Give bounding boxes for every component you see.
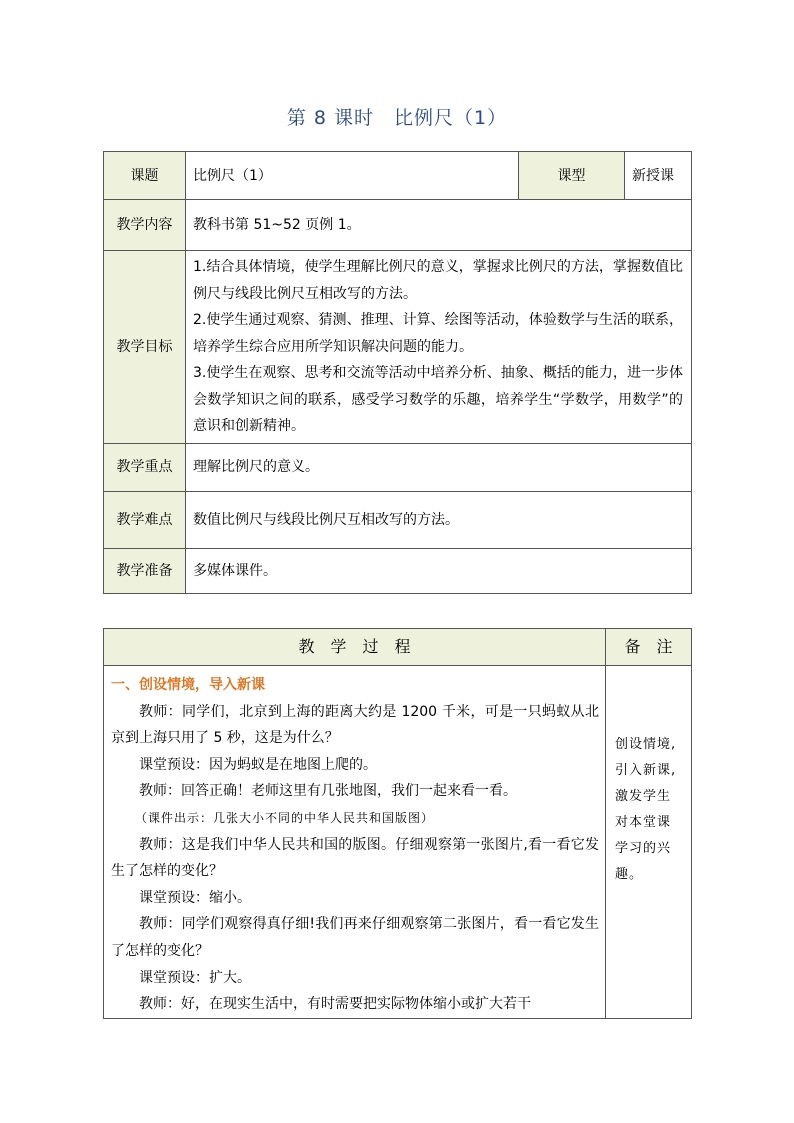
difficulty-row [104,491,692,548]
content-row [104,200,692,251]
process-paragraph: 教师：这是我们中华人民共和国的版图。仔细观察第一张图片,看一看它发生了怎样的变化？ [111,836,599,880]
lesson-title: 第 8 课时 比例尺（1） [286,107,508,129]
note-line: 趣。 [615,867,644,882]
topic-row [104,152,692,200]
key-row [104,443,692,491]
topic-label: 课题 [104,152,186,200]
note-line: 学习的兴 [615,841,672,856]
objectives-label: 教学目标 [104,251,186,444]
content-label: 教学内容 [104,200,186,251]
note-line: 引入新课, [615,763,677,778]
note-line: 创设情境, [615,737,677,752]
process-paragraph: 课堂预设：因为蚂蚁是在地图上爬的。 [139,756,377,773]
prep-label: 教学准备 [104,548,186,593]
teaching-process-table [103,628,692,1019]
process-paragraph: （课件出示：几张大小不同的中华人民共和国版图） [135,810,435,825]
difficulty-label: 教学难点 [104,491,186,548]
objectives-list [186,251,692,444]
difficulty-value: 数值比例尺与线段比例尺互相改写的方法。 [186,491,692,548]
content-value: 教科书第 51~52 页例 1。 [186,200,692,251]
objective-item: 3.使学生在观察、思考和交流等活动中培养分析、抽象、概括的能力，进一步体会数学知识之间的联系，感受学习数学的乐趣，培养学生“学数学，用数学”的意识和创新精神。 [193,365,683,434]
process-header: 教 学 过 程 [104,629,606,666]
topic-value: 比例尺（1） [186,152,519,200]
process-content [104,666,606,1019]
lesson-info-table [103,151,692,594]
process-paragraph: 课堂预设：缩小。 [139,889,251,906]
process-paragraph: 课堂预设：扩大。 [139,969,251,986]
objective-item: 1.结合具体情境，使学生理解比例尺的意义，掌握求比例尺的方法，掌握数值比例尺与线段比例尺互相改写的方法。 [193,259,683,302]
notes-header: 备 注 [606,629,692,666]
objectives-row [104,251,692,444]
process-body-row [104,666,692,1019]
type-label: 课型 [519,152,625,200]
process-paragraph: 教师：好，在现实生活中，有时需要把实际物体缩小或扩大若干 [139,996,531,1013]
prep-row [104,548,692,593]
note-line: 激发学生 [615,789,672,804]
process-paragraph: 教师：同学们，北京到上海的距离大约是 1200 千米，可是一只蚂蚁从北京到上海只用了 5 秒，这是为什么？ [111,703,599,747]
process-paragraph: 教师：同学们观察得真仔细!我们再来仔细观察第二张图片，看一看它发生了怎样的变化？ [111,916,599,959]
type-value: 新授课 [625,152,692,200]
key-value: 理解比例尺的意义。 [186,443,692,491]
objective-item: 2.使学生通过观察、猜测、推理、计算、绘图等活动，体验数学与生活的联系，培养学生综合应用所学知识解决问题的能力。 [193,312,683,355]
process-paragraph: 教师：回答正确！老师这里有几张地图，我们一起来看一看。 [139,783,517,800]
prep-value: 多媒体课件。 [186,548,692,593]
notes-content [606,666,692,1019]
section-heading: 一、创设情境，导入新课 [111,677,265,693]
process-header-row [104,629,692,666]
note-line: 对本堂课 [615,815,672,830]
key-label: 教学重点 [104,443,186,491]
